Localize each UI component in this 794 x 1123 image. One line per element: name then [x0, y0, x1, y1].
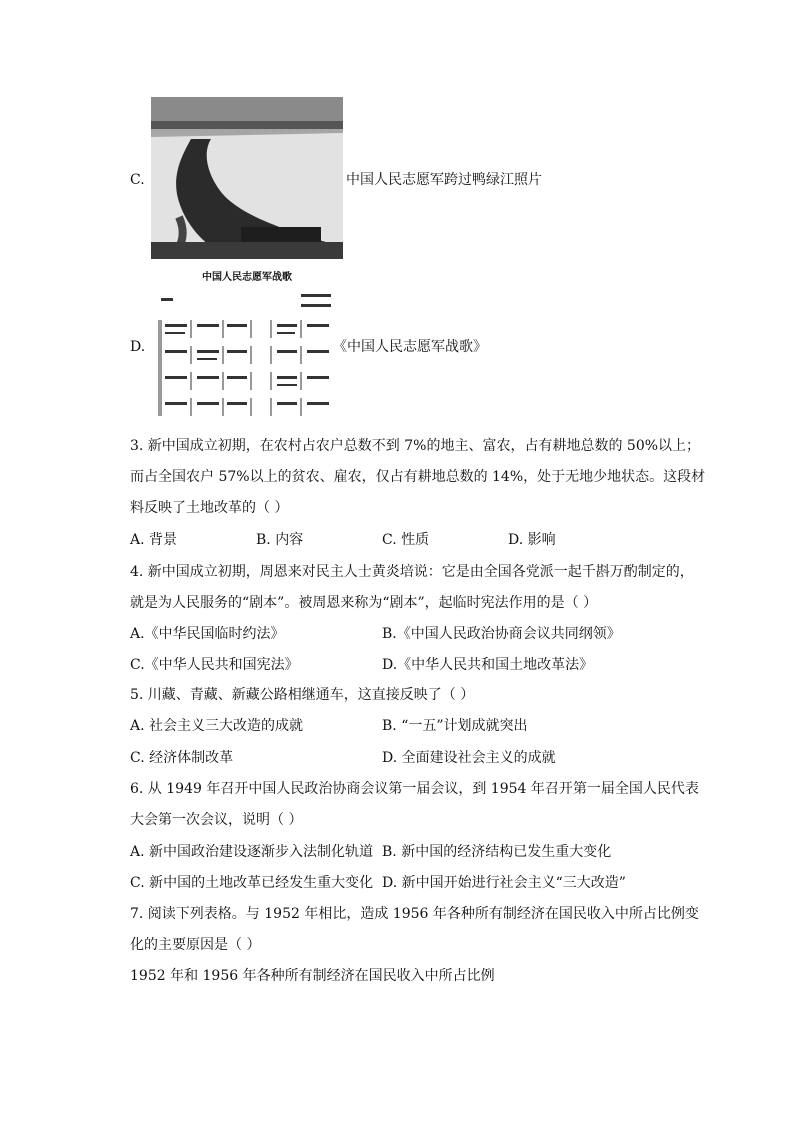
q7-table-caption: 1952 年和 1956 年各种所有制经济在国民收入中所占比例 [130, 968, 495, 984]
option-c-label: C. [130, 172, 145, 188]
q4-option-b: B.《中国人民政治协商会议共同纲领》 [382, 626, 621, 642]
q7-line-1: 7. 阅读下列表格。与 1952 年相比，造成 1956 年各种所有制经济在国民收入中所占比例变 [130, 906, 699, 922]
q6-option-c: C. 新中国的土地改革已经发生重大变化 [130, 875, 374, 891]
q3-line-3: 料反映了土地改革的（ ） [130, 500, 289, 516]
option-c-text: 中国人民志愿军跨过鸭绿江照片 [346, 172, 542, 188]
q6-option-d: D. 新中国开始进行社会主义“三大改造” [382, 875, 626, 891]
q5-option-d: D. 全面建设社会主义的成就 [382, 750, 556, 766]
q4-line-2: 就是为人民服务的“剧本”。被周恩来称为“剧本”，起临时宪法作用的是（ ） [130, 595, 598, 611]
q4-line-1: 4. 新中国成立初期，周恩来对民主人士黄炎培说：它是由全国各党派一起千斟万酌制定的， [130, 564, 694, 580]
option-d-label: D. [130, 339, 146, 355]
song-score-image [151, 264, 343, 420]
q7-line-2: 化的主要原因是（ ） [130, 937, 261, 953]
q5-option-c: C. 经济体制改革 [130, 750, 234, 766]
q3-line-2: 而占全国农户 57%以上的贫农、雇农，仅占有耕地总数的 14%，处于无地少地状态。这段材 [130, 469, 706, 485]
q5-option-a: A. 社会主义三大改造的成就 [130, 718, 304, 734]
volunteer-army-photo [151, 97, 343, 259]
q4-option-c: C.《中华人民共和国宪法》 [130, 657, 299, 673]
q6-option-a: A. 新中国政治建设逐渐步入法制化轨道 [130, 844, 374, 860]
q6-option-b: B. 新中国的经济结构已发生重大变化 [382, 844, 612, 860]
q6-line-1: 6. 从 1949 年召开中国人民政治协商会议第一届会议，到 1954 年召开第一届全国人民代表 [130, 781, 699, 797]
q3-option-b: B. 内容 [256, 532, 304, 548]
q3-option-c: C. 性质 [382, 532, 430, 548]
score-title: 中国人民志愿军战歌 [202, 272, 292, 283]
option-d-text: 《中国人民志愿军战歌》 [333, 339, 487, 355]
q4-option-a: A.《中华民国临时约法》 [130, 626, 285, 642]
q4-option-d: D.《中华人民共和国土地改革法》 [382, 657, 594, 673]
q6-line-2: 大会第一次会议，说明（ ） [130, 812, 303, 828]
q3-line-1: 3. 新中国成立初期，在农村占农户总数不到 7%的地主、富农，占有耕地总数的 50%以上； [130, 438, 701, 454]
q3-option-a: A. 背景 [130, 532, 178, 548]
q5-option-b: B. “一五”计划成就突出 [382, 718, 528, 734]
q3-option-d: D. 影响 [508, 532, 556, 548]
q5-line-1: 5. 川藏、青藏、新藏公路相继通车，这直接反映了（ ） [130, 687, 475, 703]
